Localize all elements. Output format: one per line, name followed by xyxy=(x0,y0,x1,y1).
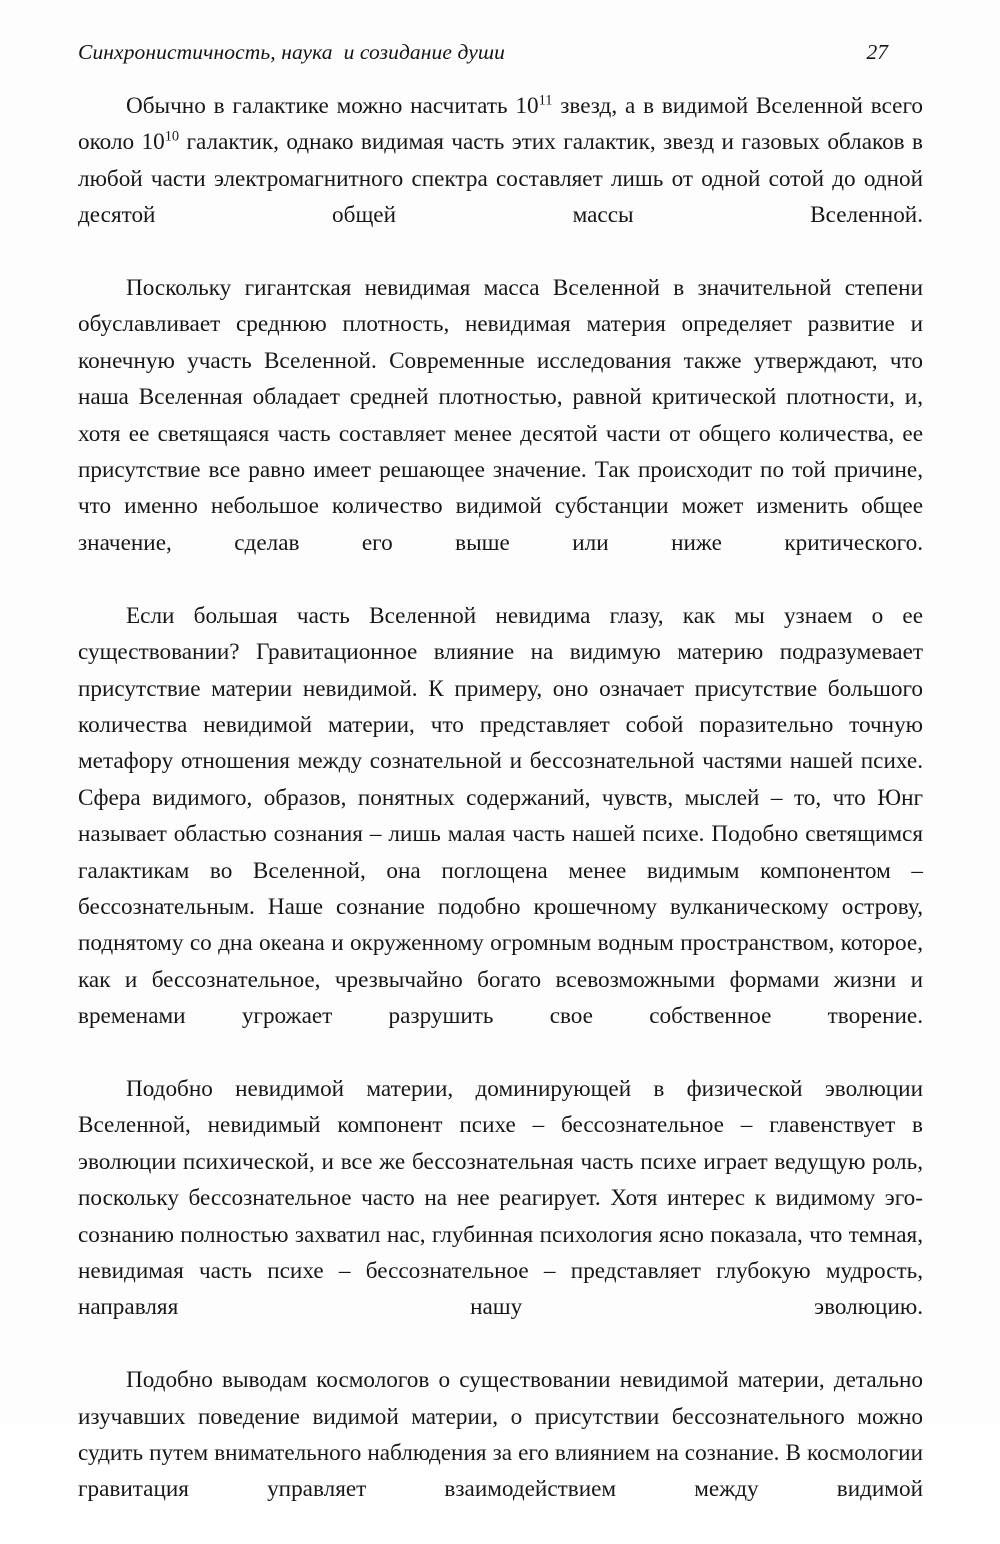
running-head xyxy=(78,40,922,72)
page-number: 27 xyxy=(866,40,888,64)
paragraph: Подобно невидимой материи, доминирующей в физической эволюции Вселенной, невидимый компонент психе – бессознательное – главенствует в эволюции психической, и все же бессознательная часть психе играет ведущую роль, поскольку бессознательное часто на нее реагирует. Хотя интерес к видимому эго-сознанию полностью захватил нас, глубинная психология ясно показала, что темная, невидимая часть психе – бессознательное – представляет глубокую мудрость, направляя нашу эволюцию. xyxy=(78,1075,923,1321)
paragraph: Поскольку гигантская невидимая масса Вселенной в значительной степени обуславливает среднюю плотность, невидимая материя определяет развитие и конечную участь Вселенной. Современные исследования также утверждают, что наша Вселенная обладает средней плотностью, равной критической плотности, и, хотя ее светящаяся часть составляет менее десятой части от общего количества, ее присутствие все равно имеет решающее значение. Так происходит по той причине, что именно небольшое количество видимой субстанции может изменить общее значение, сделав его выше или ниже критического. xyxy=(78,275,923,556)
running-head-title: Синхронистичность, наука и созидание души xyxy=(78,40,506,64)
exponent: 10 xyxy=(164,128,180,145)
body-text-block xyxy=(78,88,923,1544)
paragraph: Если большая часть Вселенной невидима глазу, как мы узнаем о ее существовании? Гравитационное влияние на видимую материю подразумевает присутствие материи невидимой. К примеру, оно означает присутствие большого количества невидимой материи, что представляет собой поразительно точную метафору отношения между сознательной и бессознательной частями нашей психе. Сфера видимого, образов, понятных содержаний, чувств, мыслей – то, что Юнг называет областью сознания – лишь малая часть нашей психе. Подобно светящимся галактикам во Вселенной, она поглощена менее видимым компонентом – бессознательным. Наше сознание подобно крошечному вулканическому острову, поднятому со дна океана и окруженному огромным водным пространством, которое, как и бессознательное, чрезвычайно богато всевозможными формами жизни и временами угрожает разрушить свое собственное творение. xyxy=(78,602,923,1030)
paragraph: Обычно в галактике можно насчитать $10^{11}$ звезд, а в видимой Вселенной всего около $10^{10}$ галактик, однако видимая часть этих галактик, звезд и газовых облаков в любой части электромагнитного спектра составляет лишь от одной сотой до одной десятой общей массы Вселенной. xyxy=(78,92,923,229)
paragraph: Подобно выводам космологов о существовании невидимой материи, детально изучавших поведение видимой материи, о присутствии бессознательного можно судить путем внимательного наблюдения за его влиянием на сознание. В космологии гравитация управляет взаимодействием между видимой xyxy=(78,1367,923,1503)
exponent: 11 xyxy=(538,92,553,109)
